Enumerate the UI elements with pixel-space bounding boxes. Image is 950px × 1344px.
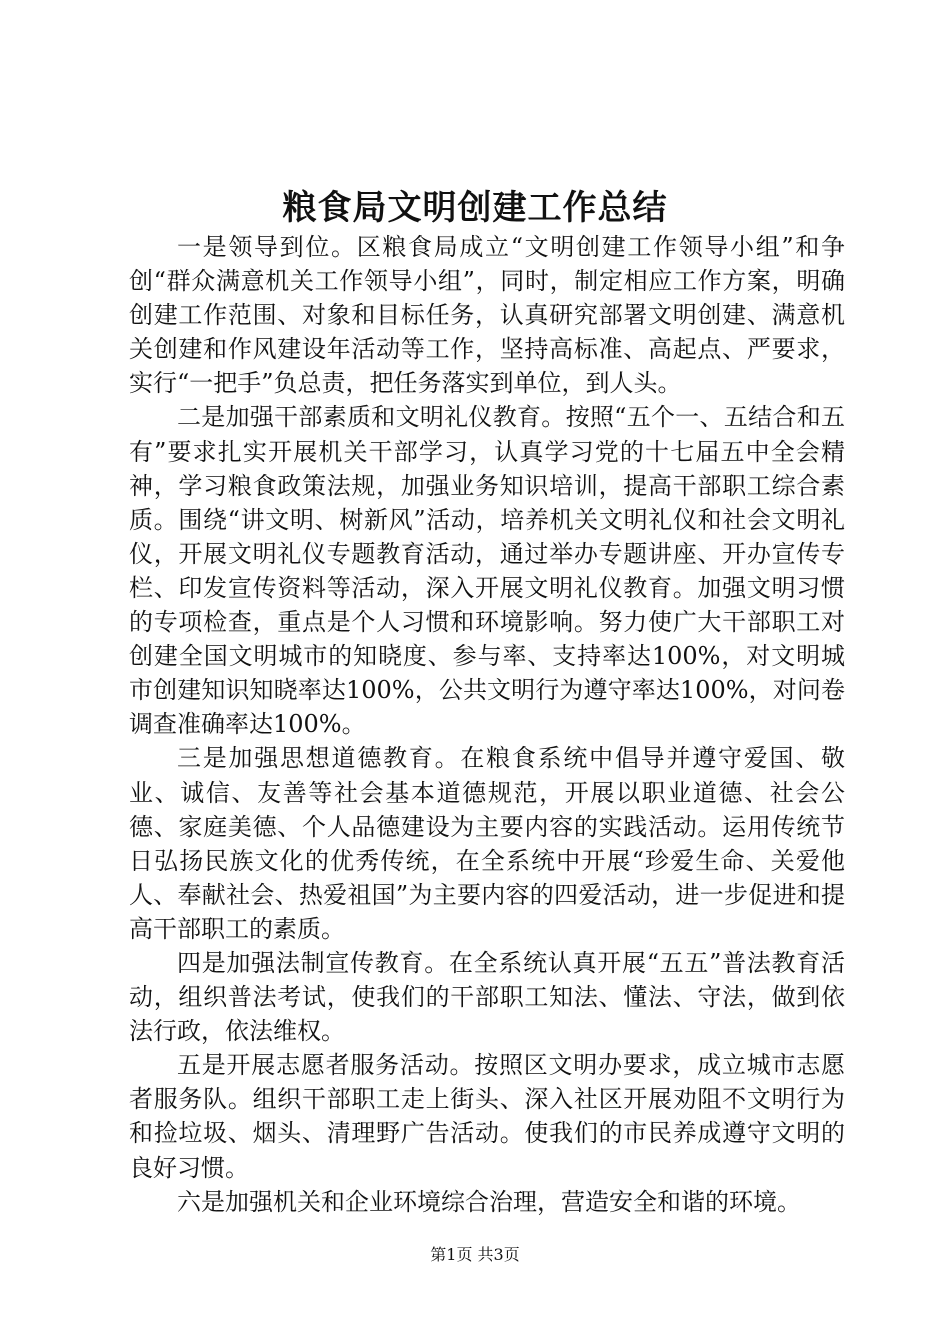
paragraph-4: 四是加强法制宣传教育。在全系统认真开展“五五”普法教育活动，组织普法考试，使我们的干部职工知法、懂法、守法，做到依法行政，依法维权。: [129, 948, 845, 1046]
page-footer: 第1页 共3页: [430, 1245, 520, 1264]
document-title: 粮食局文明创建工作总结: [282, 188, 668, 228]
document-body: [129, 230, 845, 1219]
paragraph-2: 二是加强干部素质和文明礼仪教育。按照“五个一、五结合和五有”要求扎实开展机关干部学习，认真学习党的十七届五中全会精神，学习粮食政策法规，加强业务知识培训，提高干部职工综合素质。围绕“讲文明、树新风”活动，培养机关文明礼仪和社会文明礼仪，开展文明礼仪专题教育活动，通过举办专题讲座、开办宣传专栏、印发宣传资料等活动，深入开展文明礼仪教育。加强文明习惯的专项检查，重点是个人习惯和环境影响。努力使广大干部职工对创建全国文明城市的知晓度、参与率、支持率达100%，对文明城市创建知识知晓率达100%，公共文明行为遵守率达100%，对问卷调查准确率达100%。: [129, 403, 845, 739]
paragraph-1: 一是领导到位。区粮食局成立“文明创建工作领导小组”和争创“群众满意机关工作领导小组”，同时，制定相应工作方案，明确创建工作范围、对象和目标任务，认真研究部署文明创建、满意机关创建和作风建设年活动等工作，坚持高标准、高起点、严要求，实行“一把手”负总责，把任务落实到单位，到人头。: [129, 233, 845, 398]
paragraph-3: 三是加强思想道德教育。在粮食系统中倡导并遵守爱国、敬业、诚信、友善等社会基本道德规范，开展以职业道德、社会公德、家庭美德、个人品德建设为主要内容的实践活动。运用传统节日弘扬民族文化的优秀传统，在全系统中开展“珍爱生命、关爱他人、奉献社会、热爱祖国”为主要内容的四爱活动，进一步促进和提高干部职工的素质。: [129, 744, 845, 943]
paragraph-5: 五是开展志愿者服务活动。按照区文明办要求，成立城市志愿者服务队。组织干部职工走上街头、深入社区开展劝阻不文明行为和捡垃圾、烟头、清理野广告活动。使我们的市民养成遵守文明的良好习惯。: [129, 1051, 845, 1182]
paragraph-6: 六是加强机关和企业环境综合治理，营造安全和谐的环境。: [177, 1187, 801, 1216]
